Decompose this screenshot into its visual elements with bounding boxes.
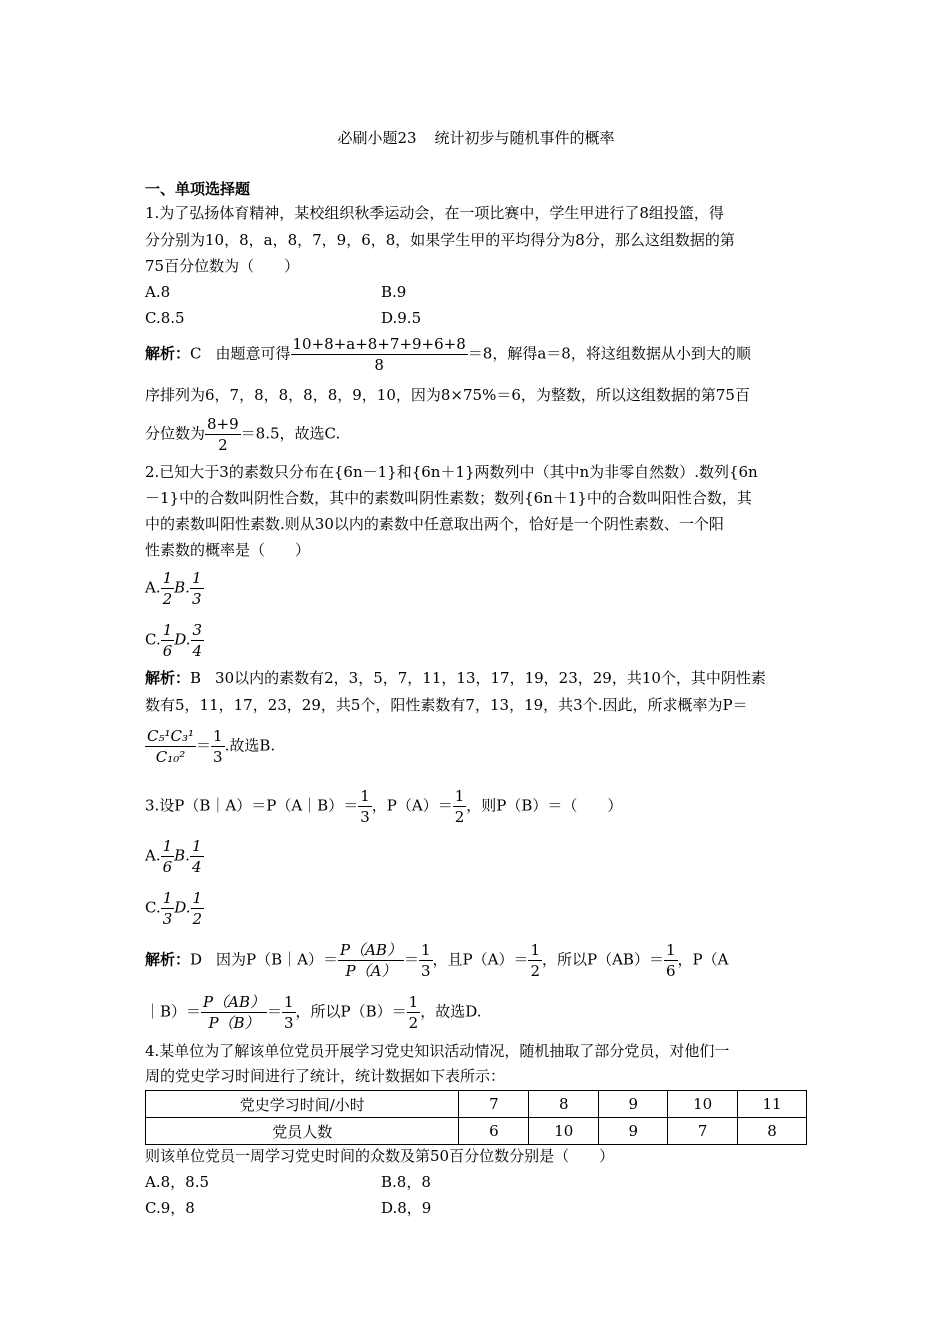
q2-line3: 中的素数叫阳性素数.则从30以内的素数中任意取出两个，恰好是一个阴性素数、一个阳	[145, 515, 724, 533]
fraction: $\frac{1}{4}$	[191, 837, 202, 876]
fraction: $\frac{P(AB)}{P(B)}$	[203, 993, 265, 1032]
q3-solution-line2: ｜B）＝ $\frac{P(AB)}{P(B)}$ ＝ $\frac{1}{3}$ ，所以P（B）＝ $\frac{1}{2}$ ，故选D.	[145, 993, 482, 1032]
table-cell: 9	[599, 1118, 668, 1145]
table-cell: 9	[599, 1091, 668, 1118]
q4-line3: 则该单位党员一周学习党史时间的众数及第50百分位数分别是（ ）	[145, 1147, 615, 1165]
q1-option-b: B.9	[381, 283, 407, 301]
q2-sol-text: 30以内的素数有2，3，5，7，11，13，17，19，23，29，共10个，其中阴性素	[215, 669, 766, 687]
q4-option-b: B.8，8	[381, 1173, 431, 1191]
fraction: $\frac{8+9}{2}$	[207, 415, 239, 454]
fraction: $\frac{1}{3}$	[420, 941, 431, 980]
fraction: $\frac{1}{2}$	[192, 889, 203, 928]
q1-option-c: C.8.5	[145, 309, 185, 327]
fraction: $\frac{P(AB)}{P(A)}$	[340, 941, 402, 980]
table-cell: 7	[459, 1091, 529, 1118]
q2-sol-text: 故选B.	[229, 736, 276, 755]
table-cell: 8	[529, 1091, 599, 1118]
q1-option-a: A.8	[145, 283, 171, 301]
q2-options-ab: A. $\frac{1}{2}$ B. $\frac{1}{3}$	[145, 569, 202, 608]
fraction: $\frac{1}{3}$	[162, 889, 173, 928]
q1-sol-text: ＝8.5，故选C.	[240, 424, 341, 443]
q3-options-cd: C. $\frac{1}{3}$ D. $\frac{1}{2}$	[145, 889, 203, 928]
fraction: $\frac{3}{4}$	[192, 621, 203, 660]
title-main: 必刷小题23	[337, 129, 417, 147]
fraction: $\frac{10+8+a+8+7+9+6+8}{8}$	[292, 335, 466, 374]
q2-options-cd: C. $\frac{1}{6}$ D. $\frac{3}{4}$	[145, 621, 203, 660]
fraction: $\frac{1}{2}$	[530, 941, 540, 980]
title-sub: 统计初步与随机事件的概率	[434, 129, 615, 147]
table-row	[146, 1091, 807, 1118]
q2-solution-line3: $\frac{\text{C₅¹C₃¹}}{\text{C₁₀²}}$ ＝ $\frac{1}{3}$ .故选B.	[147, 727, 276, 766]
fraction: $\frac{1}{3}$	[213, 727, 223, 766]
q2-line4: 性素数的概率是（ ）	[145, 541, 311, 559]
q3-solution-line1: 解析：D 因为P（B｜A）＝ $\frac{P(AB)}{P(A)}$ ＝ $\frac{1}{3}$ ，且P（A）＝ $\frac{1}{2}$ ，所以P（AB）＝ $\frac{1}{6}$ ，P（A	[145, 941, 729, 980]
table-row	[146, 1118, 807, 1145]
q1-sol-text: ＝8，解得a＝8，将这组数据从小到大的顺	[467, 344, 751, 363]
table-cell: 党员人数	[146, 1118, 459, 1145]
q1-solution-line2: 序排列为6，7，8，8，8，8，9，10，因为8×75%＝6，为整数，所以这组数据的第75百	[145, 386, 750, 404]
q1-line3: 75百分位数为（ ）	[145, 257, 300, 275]
data-table	[145, 1090, 807, 1145]
combination-fraction: $\frac{\text{C₅¹C₃¹}}{\text{C₁₀²}}$	[147, 727, 195, 766]
fraction: $\frac{1}{2}$	[162, 569, 173, 608]
fraction: $\frac{1}{3}$	[360, 787, 370, 826]
q2-solution-line1	[145, 668, 766, 688]
table-cell: 10	[668, 1091, 738, 1118]
answer-letter: D	[190, 950, 203, 969]
page-title	[145, 127, 807, 148]
table-cell: 党史学习时间/小时	[146, 1091, 459, 1118]
fraction: $\frac{1}{2}$	[408, 993, 419, 1032]
q1-sol-text: 由题意可得	[215, 344, 291, 363]
answer-letter: C	[190, 344, 202, 363]
q1-sol-text: 分位数为	[145, 424, 206, 443]
q1-solution-line1	[145, 334, 751, 375]
q3-line1: 3.设P（B｜A）＝P（A｜B）＝ $\frac{1}{3}$ ，P（A）＝ $\frac{1}{2}$ ，则P（B）＝（ ）	[145, 787, 623, 826]
q4-line1: 4.某单位为了解该单位党员开展学习党史知识活动情况，随机抽取了部分党员，对他们一	[145, 1042, 730, 1060]
section-heading: 一、单项选择题	[145, 180, 251, 198]
q4-line2: 周的党史学习时间进行了统计，统计数据如下表所示：	[145, 1067, 506, 1085]
answer-letter: B	[190, 669, 202, 687]
q2-line1: 2.已知大于3的素数只分布在{6n－1}和{6n＋1}两数列中（其中n为非零自然数）.数列{6n	[145, 463, 758, 481]
q1-solution-line3	[145, 414, 340, 455]
table-cell: 10	[529, 1118, 599, 1145]
q1-line2: 分分别为10，8，a，8，7，9，6，8，如果学生甲的平均得分为8分，那么这组数据的第	[145, 231, 735, 249]
fraction: $\frac{1}{6}$	[162, 621, 173, 660]
answer-label: 解析：	[145, 669, 191, 687]
table-cell: 11	[738, 1091, 807, 1118]
table-cell: 8	[738, 1118, 807, 1145]
q4-option-c: C.9，8	[145, 1199, 195, 1217]
q4-option-a: A.8，8.5	[145, 1173, 209, 1191]
fraction: $\frac{1}{3}$	[191, 569, 202, 608]
q1-option-d: D.9.5	[381, 309, 422, 327]
q2-solution-line2: 数有5，11，17，23，29，共5个，阳性素数有7，13，19，共3个.因此，所求概率为P＝	[145, 696, 748, 714]
fraction: $\frac{1}{6}$	[665, 941, 676, 980]
answer-label: 解析：	[145, 950, 191, 969]
table-cell: 7	[668, 1118, 738, 1145]
q2-line2: －1}中的合数叫阴性合数，其中的素数叫阴性素数；数列{6n＋1}中的合数叫阳性合数，其	[145, 489, 752, 507]
q3-options-ab: A. $\frac{1}{6}$ B. $\frac{1}{4}$	[145, 837, 202, 876]
table-cell: 6	[459, 1118, 529, 1145]
fraction: $\frac{1}{3}$	[284, 993, 294, 1032]
q4-option-d: D.8，9	[381, 1199, 432, 1217]
answer-label: 解析：	[145, 344, 191, 363]
fraction: $\frac{1}{2}$	[454, 787, 465, 826]
fraction: $\frac{1}{6}$	[162, 837, 173, 876]
q1-line1: 1.为了弘扬体育精神，某校组织秋季运动会，在一项比赛中，学生甲进行了8组投篮，得	[145, 204, 724, 222]
